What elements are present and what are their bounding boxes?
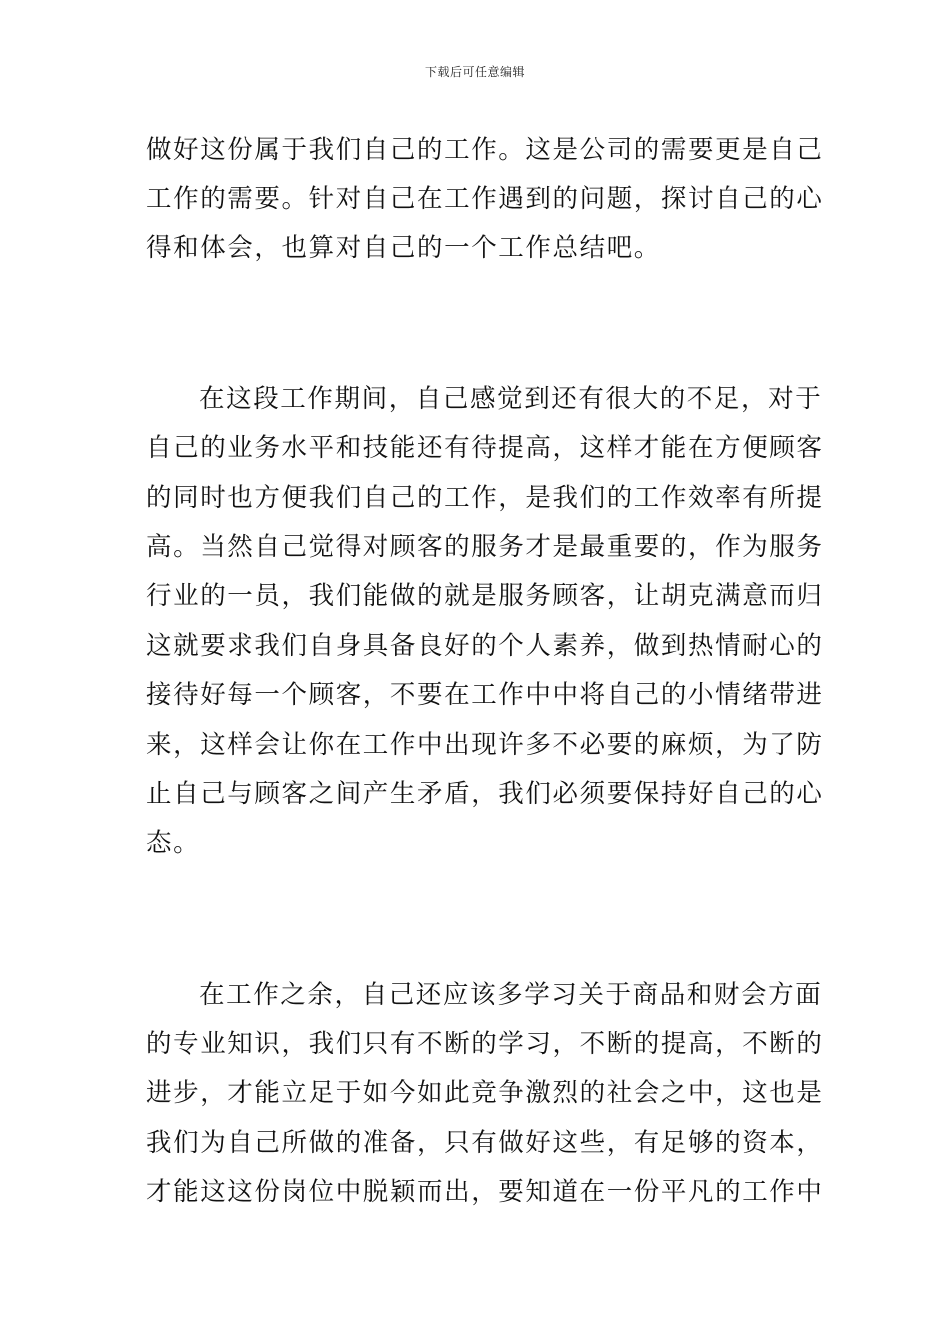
paragraph-2-line-1: 在这段工作期间，自己感觉到还有很大的不足，对于: [199, 384, 823, 414]
paragraph-3-line-3: 进步，才能立足于如今如此竞争激烈的社会之中，这也是: [146, 1078, 824, 1108]
paragraph-3-line-2: 的专业知识，我们只有不断的学习，不断的提高，不断的: [146, 1029, 824, 1059]
paragraph-2-line-2: 自己的业务水平和技能还有待提高，这样才能在方便顾客: [146, 433, 824, 463]
paragraph-2-line-5: 行业的一员，我们能做的就是服务顾客，让胡克满意而归: [146, 581, 824, 611]
paragraph-2-line-10: 态。: [146, 828, 201, 858]
paragraph-2-line-3: 的同时也方便我们自己的工作，是我们的工作效率有所提: [146, 483, 824, 513]
paragraph-1-line-2: 工作的需要。针对自己在工作遇到的问题，探讨自己的心: [146, 184, 824, 214]
paragraph-2-line-9: 止自己与顾客之间产生矛盾，我们必须要保持好自己的心: [146, 779, 824, 809]
paragraph-1-line-1: 做好这份属于我们自己的工作。这是公司的需要更是自己: [146, 135, 824, 165]
paragraph-2-line-6: 这就要求我们自身具备良好的个人素养，做到热情耐心的: [146, 631, 824, 661]
paragraph-2-line-8: 来，这样会让你在工作中出现许多不必要的麻烦，为了防: [146, 730, 824, 760]
paragraph-2-line-7: 接待好每一个顾客，不要在工作中中将自己的小情绪带进: [146, 680, 824, 710]
paragraph-3-line-1: 在工作之余，自己还应该多学习关于商品和财会方面: [199, 980, 823, 1010]
paragraph-1-line-3: 得和体会，也算对自己的一个工作总结吧。: [146, 233, 661, 263]
paragraph-3-line-4: 我们为自己所做的准备，只有做好这些，有足够的资本，: [146, 1128, 824, 1158]
page-header: 下载后可任意编辑: [424, 65, 525, 79]
paragraph-2-line-4: 高。当然自己觉得对顾客的服务才是最重要的，作为服务: [146, 532, 824, 562]
paragraph-3-line-5: 才能这这份岗位中脱颖而出，要知道在一份平凡的工作中: [146, 1177, 824, 1207]
